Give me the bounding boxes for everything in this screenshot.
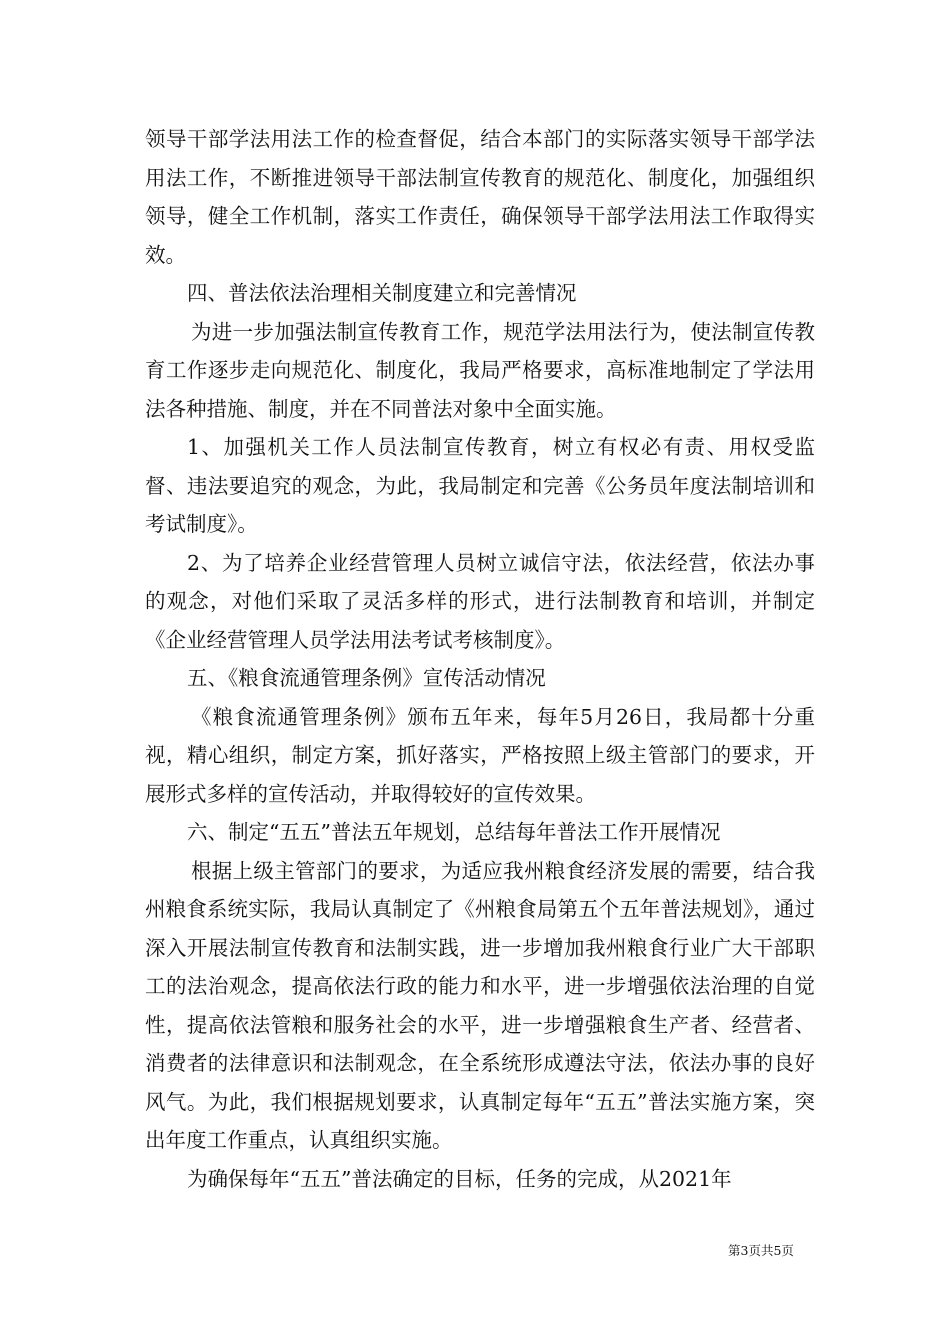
paragraph: 为确保每年“五五”普法确定的目标，任务的完成，从2021年: [187, 1166, 732, 1191]
paragraph: 1、加强机关工作人员法制宣传教育，树立有权必有责、用权受监督、违法要追究的观念，为此，我局制定和完善《公务员年度法制培训和考试制度》。: [145, 435, 815, 536]
paragraph: 领导干部学法用法工作的检查督促，结合本部门的实际落实领导干部学法用法工作，不断推进领导干部法制宣传教育的规范化、制度化，加强组织领导，健全工作机制，落实工作责任，确保领导干部学法用法工作取得实效。: [145, 127, 815, 267]
section-heading: 五、《粮食流通管理条例》宣传活动情况: [187, 666, 546, 690]
section-heading: 四、普法依法治理相关制度建立和完善情况: [187, 281, 577, 305]
page-number: 第3页共5页: [728, 1243, 794, 1258]
section-heading: 六、制定“五五”普法五年规划，总结每年普法工作开展情况: [187, 820, 721, 844]
paragraph: 《粮食流通管理条例》颁布五年来，每年5月26日，我局都十分重视，精心组织，制定方案，抓好落实，严格按照上级主管部门的要求，开展形式多样的宣传活动，并取得较好的宣传效果。: [145, 704, 815, 806]
paragraph: 为进一步加强法制宣传教育工作，规范学法用法行为，使法制宣传教育工作逐步走向规范化、制度化，我局严格要求，高标准地制定了学法用法各种措施、制度，并在不同普法对象中全面实施。: [145, 319, 815, 421]
paragraph: 根据上级主管部门的要求，为适应我州粮食经济发展的需要，结合我州粮食系统实际，我局认真制定了《州粮食局第五个五年普法规划》，通过深入开展法制宣传教育和法制实践，进一步增加我州粮食行业广大干部职工的法治观念，提高依法行政的能力和水平，进一步增强依法治理的自觉性，提高依法管粮和服务社会的水平，进一步增强粮食生产者、经营者、消费者的法律意识和法制观念，在全系统形成遵法守法，依法办事的良好风气。为此，我们根据规划要求，认真制定每年“五五”普法实施方案，突出年度工作重点，认真组织实施。: [145, 858, 815, 1152]
document-body: [145, 120, 815, 1198]
paragraph: 2、为了培养企业经营管理人员树立诚信守法，依法经营，依法办事的观念，对他们采取了灵活多样的形式，进行法制教育和培训，并制定《企业经营管理人员学法用法考试考核制度》。: [145, 550, 815, 652]
